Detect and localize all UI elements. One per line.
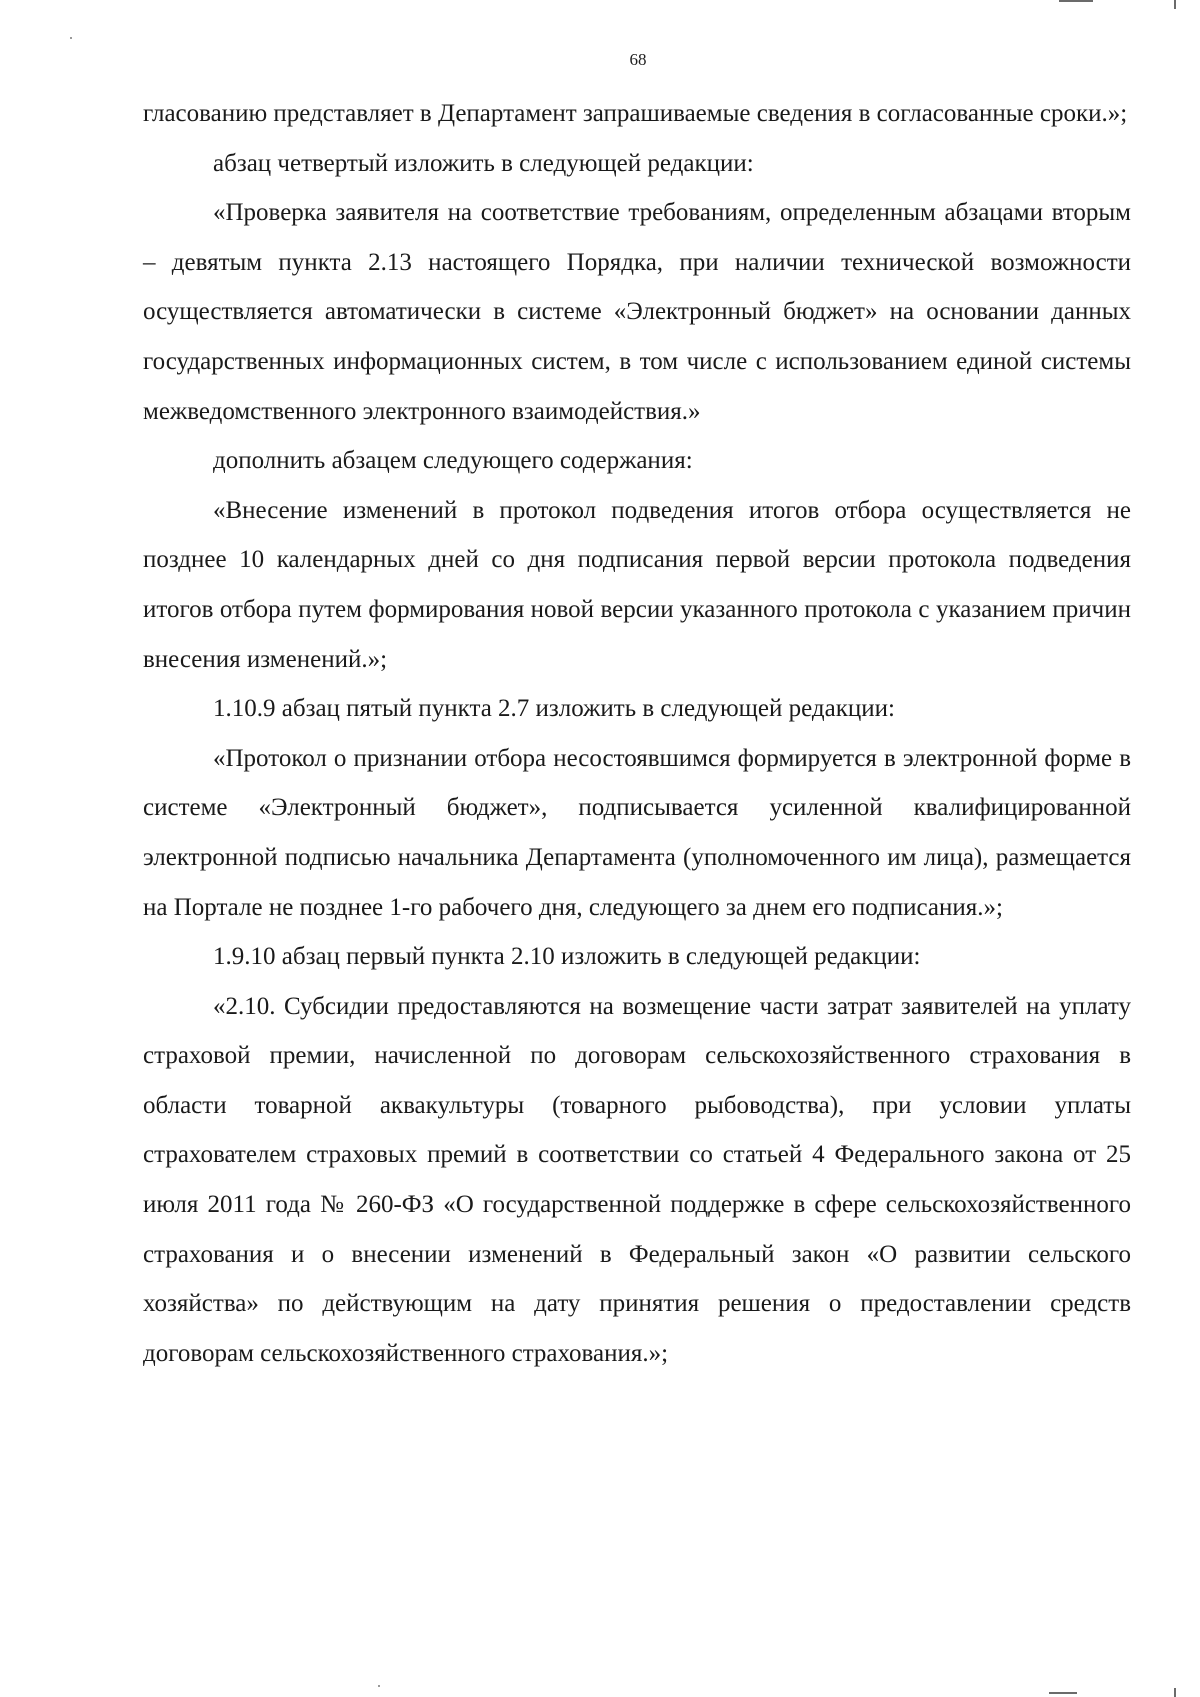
scan-artifact-bottom-right [1049, 1692, 1077, 1694]
paragraph: абзац четвертый изложить в следующей редакции: [213, 149, 754, 177]
paragraph: «2.10. Субсидии предоставляются на возмещение части затрат заявителей на уплату страховой премии, начисленной по договорам сельскохозяйственного страхования в области товарной аквакультуры (товарного рыбоводства), при условии уплаты страхователем страховых премий в соответствии со статьей 4 Федерального закона от 25 июля 2011 года № 260-ФЗ «О государственной поддержке в сфере сельскохозяйственного страхования и о внесении изменений в Федеральный закон «О развитии сельского хозяйства» по действующим на дату принятия решения о предоставлении средств договорам сельскохозяйственного страхования.»; [143, 992, 1131, 1367]
scan-artifact-dot [70, 37, 72, 39]
scan-artifact-top-edge [1174, 0, 1176, 9]
scan-artifact-dot [378, 1685, 380, 1687]
scan-artifact-top-right [1059, 0, 1093, 2]
document-body [143, 89, 1131, 1378]
scan-artifact-bottom-edge [1174, 1688, 1176, 1697]
paragraph: «Протокол о признании отбора несостоявшимся формируется в электронной форме в системе «Электронный бюджет», подписывается усиленной квалифицированной электронной подписью начальника Департамента (уполномоченного им лица), размещается на Портале не позднее 1-го рабочего дня, следующего за днем его подписания.»; [143, 744, 1131, 921]
paragraph: дополнить абзацем следующего содержания: [213, 447, 693, 475]
paragraph: 1.9.10 абзац первый пункта 2.10 изложить в следующей редакции: [213, 943, 921, 971]
paragraph: гласованию представляет в Департамент запрашиваемые сведения в согласованные сроки.»; [143, 100, 1128, 127]
paragraph: 1.10.9 абзац пятый пункта 2.7 изложить в следующей редакции: [213, 695, 895, 723]
page-number: 68 [629, 50, 647, 69]
paragraph: «Внесение изменений в протокол подведения итогов отбора осуществляется не позднее 10 календарных дней со дня подписания первой версии протокола подведения итогов отбора путем формирования новой версии указанного протокола с указанием причин внесения изменений.»; [143, 496, 1131, 673]
paragraph: «Проверка заявителя на соответствие требованиям, определенным абзацами вторым – девятым пункта 2.13 настоящего Порядка, при наличии технической возможности осуществляется автоматически в системе «Электронный бюджет» на основании данных государственных информационных систем, в том числе с использованием единой системы межведомственного электронного взаимодействия.» [143, 199, 1131, 425]
